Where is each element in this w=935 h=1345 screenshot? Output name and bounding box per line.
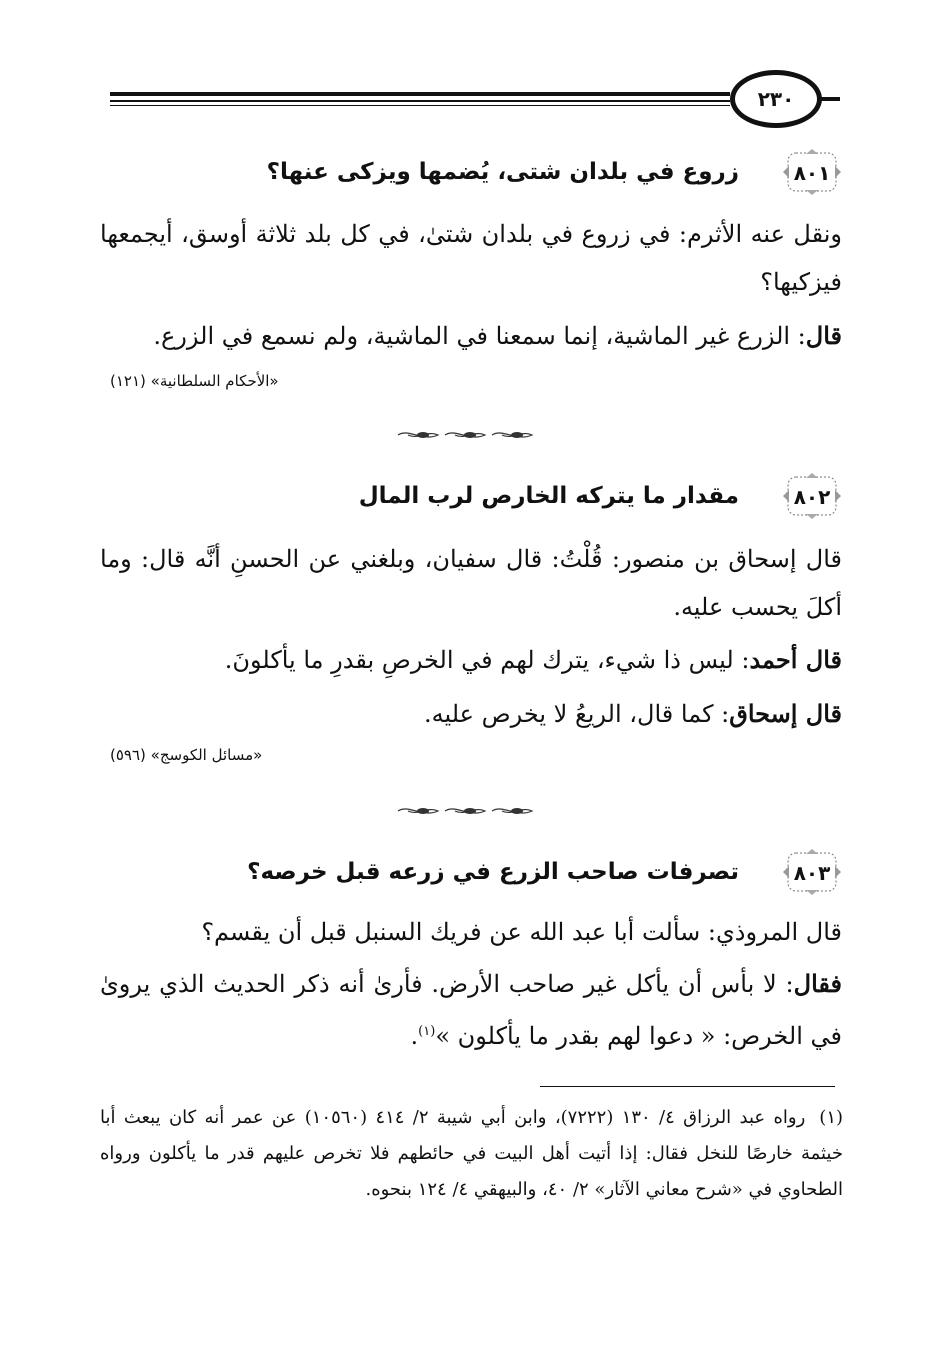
speaker-label: قال أحمد: [749, 645, 842, 674]
section-title: زروع في بلدان شتى، يُضمها ويزكى عنها؟: [266, 159, 739, 185]
speaker-label: قال: [805, 321, 842, 350]
section-number: ٨٠١: [793, 161, 831, 185]
section-heading: [110, 148, 843, 196]
paragraph-text: : كما قال، الريعُ لا يخرص عليه.: [423, 700, 730, 728]
paragraph: [100, 210, 842, 306]
footnote: [100, 1100, 843, 1208]
section-number-badge: [781, 148, 843, 196]
paragraph-text: قال المروذي: سألت أبا عبد الله عن فريك السنبل قبل أن يقسم؟: [201, 918, 842, 946]
section-divider: [0, 428, 935, 442]
section-number: ٨٠٣: [793, 861, 831, 885]
footnote-marker: (١): [819, 1107, 844, 1128]
page-number: ٢٣٠: [757, 87, 795, 111]
source-citation: «الأحكام السلطانية» (١٢١): [110, 372, 279, 390]
section-number-badge: [781, 472, 843, 520]
paragraph: [100, 636, 842, 684]
speaker-label: فقال: [793, 969, 842, 998]
section-heading: [110, 848, 843, 896]
ornament-divider-icon: [393, 428, 543, 442]
footnote-separator: [540, 1086, 835, 1087]
source-citation: «مسائل الكوسج» (٥٩٦): [110, 746, 263, 764]
paragraph: [100, 960, 842, 1060]
footnote-text: رواه عبد الرزاق ٤/ ١٣٠ (٧٢٢٢)، وابن أبي شيبة ٢/ ٤١٤ (١٠٥٦٠) عن عمر أنه كان يبعث أبا خيثمة خارصًا للنخل فقال: إذا أتيت أهل البيت في حائطهم فلا تخرص عليهم قدر ما يأكلون ورواه الطحاوي في «شرح معاني الآثار» ٢/ ٤٠، والبيهقي ٤/ ١٢٤ بنحوه.: [100, 1107, 843, 1200]
section-title: مقدار ما يتركه الخارص لرب المال: [358, 483, 739, 509]
paragraph-text: : الزرع غير الماشية، إنما سمعنا في الماشية، ولم نسمع في الزرع.: [153, 322, 806, 350]
paragraph-text: قال إسحاق بن منصور: قُلْتُ: قال سفيان، وبلغني عن الحسنِ أنَّه قال: وما أكلَ يحسب عليه.: [100, 545, 842, 621]
paragraph: [100, 535, 842, 631]
header-rule: [110, 105, 730, 106]
section-number-badge: [781, 848, 843, 896]
paragraph: [100, 908, 842, 956]
header-rule: [110, 92, 730, 96]
section-title: تصرفات صاحب الزرع في زرعه قبل خرصه؟: [247, 859, 739, 885]
paragraph: [100, 312, 842, 360]
page-header: [110, 70, 840, 130]
paragraph-text: : ليس ذا شيء، يترك لهم في الخرصِ بقدرِ ما يأكلونَ.: [224, 646, 750, 674]
section-number: ٨٠٢: [793, 485, 831, 509]
paragraph: [100, 690, 842, 738]
footnote-reference[interactable]: (١): [418, 1024, 436, 1039]
section-heading: [110, 472, 843, 520]
paragraph-tail: .: [410, 1022, 419, 1050]
ornament-divider-icon: [393, 804, 543, 818]
header-rule: [110, 100, 730, 102]
paragraph-text: ونقل عنه الأثرم: في زروع في بلدان شتىٰ، في كل بلد ثلاثة أوسق، أيجمعها فيزكيها؟: [100, 220, 843, 296]
paragraph-text: : لا بأس أن يأكل غير صاحب الأرض. فأرىٰ أنه ذكر الحديث الذي يروىٰ في الخرص: « دعوا لهم بقدر ما يأكلون »: [100, 970, 842, 1050]
speaker-label: قال إسحاق: [729, 699, 842, 728]
section-divider: [0, 804, 935, 818]
page-number-badge: [730, 70, 822, 128]
